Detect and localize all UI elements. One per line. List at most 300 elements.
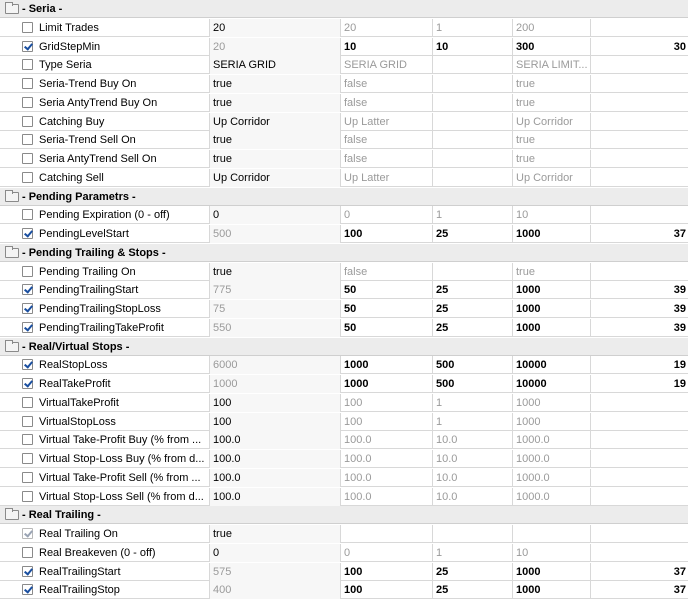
section-header[interactable] [0,244,688,262]
parameter-value[interactable] [210,56,341,74]
parameter-name-cell [0,525,210,543]
optimize-checkbox[interactable] [22,284,33,295]
parameter-name: RealTakeProfit [39,378,111,390]
optimize-checkbox[interactable] [22,228,33,239]
parameter-step[interactable] [433,75,513,93]
parameter-step[interactable] [433,94,513,112]
parameter-value[interactable] [210,469,341,487]
parameter-step[interactable] [433,394,513,412]
parameter-stop[interactable] [513,356,591,374]
optimize-checkbox[interactable] [22,322,33,333]
parameter-start-text: 100 [344,228,363,240]
parameter-stop[interactable] [513,281,591,299]
optimize-checkbox[interactable] [22,303,33,314]
parameter-step-text: 1 [436,209,443,222]
parameter-value[interactable] [210,394,341,412]
parameter-value[interactable] [210,206,341,224]
section-title: - Pending Trailing & Stops - [22,246,166,259]
parameter-name-cell [0,75,210,93]
optimize-checkbox[interactable] [22,172,33,183]
parameter-name: PendingTrailingTakeProfit [39,321,164,334]
optimize-checkbox[interactable] [22,97,33,108]
parameter-steps-count[interactable] [591,319,688,337]
parameter-step[interactable] [433,413,513,431]
parameter-row[interactable] [0,431,688,449]
parameter-steps-count[interactable] [591,431,688,449]
parameter-value-text: 550 [213,321,232,334]
parameter-value[interactable] [210,356,341,374]
optimize-checkbox[interactable] [22,547,33,558]
parameter-steps-count[interactable] [591,469,688,487]
parameter-steps-count[interactable] [591,544,688,562]
parameter-steps-count[interactable] [591,525,688,543]
parameter-stop[interactable] [513,169,591,187]
optimize-checkbox[interactable] [22,397,33,408]
parameter-step-text: 25 [436,284,449,297]
parameter-stop-text: 10000 [516,378,547,390]
parameter-stop[interactable] [513,206,591,224]
parameter-steps-count[interactable] [591,56,688,74]
parameter-stop-text: 1000 [516,584,541,597]
optimize-checkbox[interactable] [22,528,33,539]
optimize-checkbox[interactable] [22,153,33,164]
parameter-stop-text: 1000 [516,396,541,409]
parameter-stop-text: 1000.0 [516,434,550,447]
parameter-value-text: true [213,153,232,165]
parameter-value[interactable] [210,131,341,149]
parameter-step[interactable] [433,319,513,337]
parameter-name: Virtual Take-Profit Sell (% from ... [39,471,201,484]
parameter-start[interactable] [341,94,433,112]
parameter-start-text: 100.0 [344,490,372,503]
parameter-start[interactable] [341,131,433,149]
parameter-row[interactable] [0,300,688,318]
optimize-checkbox[interactable] [22,491,33,502]
parameter-step-text: 1 [436,546,443,559]
parameter-stop[interactable] [513,131,591,149]
section-title: - Real/Virtual Stops - [22,340,130,353]
parameter-stop[interactable] [513,525,591,543]
parameter-name-cell [0,488,210,506]
parameter-name: RealStopLoss [39,359,108,372]
parameter-step[interactable] [433,431,513,449]
parameter-start-text: false [344,265,368,278]
parameter-row[interactable] [0,281,688,299]
parameter-steps-count[interactable] [591,375,688,393]
parameter-name: GridStepMin [39,40,101,53]
parameter-start[interactable] [341,450,433,468]
section-title: - Seria - [22,3,63,15]
optimize-checkbox[interactable] [22,134,33,145]
parameter-row[interactable] [0,525,688,543]
parameter-name: Real Breakeven (0 - off) [39,546,156,559]
parameter-step[interactable] [433,150,513,168]
parameter-value[interactable] [210,225,341,243]
parameter-step-text: 500 [436,359,455,372]
parameter-name-cell [0,469,210,487]
parameter-name-cell [0,544,210,562]
parameter-stop[interactable] [513,450,591,468]
parameter-row[interactable] [0,113,688,131]
parameter-row[interactable] [0,75,688,93]
optimize-checkbox[interactable] [22,266,33,277]
parameter-name-cell [0,281,210,299]
parameter-row[interactable] [0,394,688,412]
parameter-start[interactable] [341,581,433,599]
folder-icon [5,4,19,14]
parameter-stop[interactable] [513,75,591,93]
parameter-row[interactable] [0,563,688,581]
parameter-name: VirtualTakeProfit [39,396,119,409]
section-header[interactable] [0,506,688,524]
parameter-name-cell [0,413,210,431]
parameter-start[interactable] [341,169,433,187]
parameter-value-text: 100.0 [213,471,241,484]
parameter-value[interactable] [210,113,341,131]
parameter-name-cell [0,581,210,599]
parameter-start[interactable] [341,300,433,318]
parameter-stop-text: 1000 [516,321,541,334]
parameter-steps-count-text: 19 [673,359,686,372]
parameter-step[interactable] [433,113,513,131]
optimize-checkbox[interactable] [22,378,33,389]
parameter-name-cell [0,113,210,131]
parameter-step[interactable] [433,19,513,37]
parameter-stop[interactable] [513,38,591,56]
optimize-checkbox[interactable] [22,472,33,483]
parameter-value-text: 75 [213,303,226,315]
parameter-start[interactable] [341,38,433,56]
parameter-start-text: 50 [344,303,357,315]
parameter-start[interactable] [341,150,433,168]
parameter-step-text: 25 [436,584,449,597]
parameter-stop[interactable] [513,469,591,487]
parameter-start[interactable] [341,375,433,393]
parameter-step[interactable] [433,563,513,581]
parameter-stop[interactable] [513,544,591,562]
parameter-step-text: 500 [436,378,455,390]
parameter-stop-text: 1000 [516,228,541,240]
optimize-checkbox[interactable] [22,453,33,464]
parameter-start-text: false [344,134,368,147]
parameter-start[interactable] [341,263,433,281]
parameter-steps-count[interactable] [591,75,688,93]
parameter-stop[interactable] [513,488,591,506]
parameter-stop-text: 1000 [516,565,541,578]
parameter-stop[interactable] [513,375,591,393]
parameter-name-cell [0,131,210,149]
parameter-value[interactable] [210,94,341,112]
parameter-name: PendingTrailingStopLoss [39,303,161,315]
parameter-value-text: 20 [213,21,226,34]
parameter-value[interactable] [210,413,341,431]
parameter-stop[interactable] [513,19,591,37]
parameter-name: Seria AntyTrend Buy On [39,96,158,109]
parameter-value[interactable] [210,300,341,318]
parameter-stop-text: 1000.0 [516,453,550,465]
parameter-name: Virtual Stop-Loss Sell (% from d... [39,490,204,503]
parameter-step[interactable] [433,544,513,562]
parameter-name-cell [0,38,210,56]
parameter-steps-count[interactable] [591,225,688,243]
optimize-checkbox[interactable] [22,434,33,445]
parameter-value[interactable] [210,544,341,562]
parameter-stop[interactable] [513,225,591,243]
parameter-name: Virtual Stop-Loss Buy (% from d... [39,453,205,465]
parameter-steps-count[interactable] [591,300,688,318]
parameter-value[interactable] [210,169,341,187]
parameter-value-text: SERIA GRID [213,59,276,72]
parameter-start-text: 10 [344,40,357,53]
parameter-step-text: 10.0 [436,471,458,484]
optimize-checkbox[interactable] [22,584,33,595]
parameter-step[interactable] [433,169,513,187]
parameter-steps-count[interactable] [591,394,688,412]
parameter-name-cell [0,375,210,393]
optimize-checkbox[interactable] [22,41,33,52]
parameter-row[interactable] [0,169,688,187]
parameter-start-text: 1000 [344,378,369,390]
section-title: - Pending Parametrs - [22,190,136,203]
parameter-steps-count[interactable] [591,206,688,224]
optimize-checkbox[interactable] [22,359,33,370]
parameter-value-text: 100 [213,415,232,428]
parameter-steps-count-text: 37 [673,565,686,578]
parameter-step[interactable] [433,356,513,374]
parameter-stop-text: 300 [516,40,535,53]
parameter-start[interactable] [341,469,433,487]
parameter-start[interactable] [341,225,433,243]
parameter-value[interactable] [210,488,341,506]
parameter-start[interactable] [341,56,433,74]
parameter-step[interactable] [433,281,513,299]
parameter-name-cell [0,56,210,74]
parameter-value-text: 100.0 [213,453,241,465]
parameter-start-text: false [344,96,368,109]
parameter-value-text: true [213,265,232,278]
parameter-step-text: 10.0 [436,453,458,465]
parameter-start[interactable] [341,356,433,374]
parameter-stop-text: 1000 [516,284,541,297]
parameter-start[interactable] [341,75,433,93]
optimize-checkbox[interactable] [22,78,33,89]
parameter-start[interactable] [341,19,433,37]
parameter-start-text: 0 [344,546,351,559]
parameter-steps-count-text: 37 [673,228,686,240]
parameter-value[interactable] [210,75,341,93]
parameter-stop[interactable] [513,431,591,449]
parameter-steps-count[interactable] [591,281,688,299]
section-title: - Real Trailing - [22,509,101,522]
parameter-value[interactable] [210,38,341,56]
parameter-steps-count[interactable] [591,38,688,56]
parameter-value-text: Up Corridor [213,115,270,128]
parameter-steps-count[interactable] [591,150,688,168]
parameter-stop[interactable] [513,563,591,581]
parameter-row[interactable] [0,413,688,431]
optimize-checkbox[interactable] [22,566,33,577]
parameter-step[interactable] [433,300,513,318]
parameter-start-text: SERIA GRID [344,59,407,72]
parameter-row[interactable] [0,544,688,562]
parameter-steps-count[interactable] [591,581,688,599]
folder-icon [5,342,19,352]
parameter-stop[interactable] [513,581,591,599]
parameter-row[interactable] [0,263,688,281]
parameter-step[interactable] [433,375,513,393]
parameter-value[interactable] [210,375,341,393]
parameter-row[interactable] [0,225,688,243]
optimize-checkbox[interactable] [22,59,33,70]
parameter-value-text: true [213,96,232,109]
parameter-row[interactable] [0,319,688,337]
parameter-start-text: 100.0 [344,453,372,465]
parameter-stop[interactable] [513,413,591,431]
parameter-step[interactable] [433,525,513,543]
parameter-step[interactable] [433,469,513,487]
parameter-start-text: false [344,78,368,90]
parameter-row[interactable] [0,206,688,224]
parameter-value-text: 20 [213,40,226,53]
parameter-step[interactable] [433,581,513,599]
parameter-stop[interactable] [513,394,591,412]
parameter-start[interactable] [341,413,433,431]
folder-icon [5,192,19,202]
parameter-name-cell [0,206,210,224]
parameter-steps-count[interactable] [591,450,688,468]
parameter-step[interactable] [433,206,513,224]
optimize-checkbox[interactable] [22,209,33,220]
parameter-row[interactable] [0,356,688,374]
parameter-row[interactable] [0,469,688,487]
parameter-name: Limit Trades [39,21,99,34]
parameter-value[interactable] [210,450,341,468]
parameter-steps-count[interactable] [591,356,688,374]
parameter-stop[interactable] [513,56,591,74]
parameter-name-cell [0,94,210,112]
parameter-value[interactable] [210,431,341,449]
parameter-steps-count[interactable] [591,113,688,131]
parameter-stop[interactable] [513,300,591,318]
parameter-steps-count[interactable] [591,263,688,281]
parameter-stop-text: true [516,134,535,147]
parameter-start[interactable] [341,431,433,449]
parameter-steps-count[interactable] [591,413,688,431]
parameter-value-text: 0 [213,546,220,559]
parameter-row[interactable] [0,19,688,37]
parameter-row[interactable] [0,375,688,393]
parameter-value[interactable] [210,319,341,337]
optimize-checkbox[interactable] [22,22,33,33]
parameter-steps-count[interactable] [591,169,688,187]
parameter-start-text: 100.0 [344,471,372,484]
parameter-start-text: false [344,153,368,165]
parameter-steps-count[interactable] [591,563,688,581]
section-header[interactable] [0,0,688,18]
parameter-start[interactable] [341,544,433,562]
parameter-step[interactable] [433,450,513,468]
parameter-row[interactable] [0,581,688,599]
parameter-step[interactable] [433,225,513,243]
parameter-step-text: 25 [436,321,449,334]
section-header[interactable] [0,338,688,356]
parameter-start[interactable] [341,281,433,299]
parameter-start[interactable] [341,525,433,543]
parameter-start-text: Up Latter [344,115,390,128]
parameter-step-text: 25 [436,303,449,315]
section-header[interactable] [0,188,688,206]
optimize-checkbox[interactable] [22,416,33,427]
parameter-stop-text: SERIA LIMIT... [516,59,588,72]
parameter-start[interactable] [341,206,433,224]
parameter-name-cell [0,169,210,187]
parameter-value[interactable] [210,525,341,543]
parameter-row[interactable] [0,150,688,168]
parameter-start-text: 100.0 [344,434,372,447]
parameter-steps-count-text: 39 [673,284,686,297]
parameter-start[interactable] [341,113,433,131]
parameter-start[interactable] [341,394,433,412]
folder-icon [5,510,19,520]
parameter-step[interactable] [433,488,513,506]
parameter-step[interactable] [433,38,513,56]
parameter-step-text: 10.0 [436,434,458,447]
parameter-stop-text: 1000.0 [516,471,550,484]
parameter-steps-count[interactable] [591,488,688,506]
parameter-start[interactable] [341,563,433,581]
parameter-stop[interactable] [513,263,591,281]
parameter-start[interactable] [341,319,433,337]
parameter-stop[interactable] [513,113,591,131]
parameter-value[interactable] [210,581,341,599]
parameter-value-text: true [213,78,232,90]
parameter-value[interactable] [210,19,341,37]
parameter-step-text: 10.0 [436,490,458,503]
parameter-name-cell [0,319,210,337]
optimize-checkbox[interactable] [22,116,33,127]
parameter-start[interactable] [341,488,433,506]
parameter-value-text: 100 [213,396,232,409]
parameter-stop[interactable] [513,94,591,112]
parameter-stop[interactable] [513,319,591,337]
parameter-stop[interactable] [513,150,591,168]
parameter-value[interactable] [210,150,341,168]
parameter-steps-count-text: 19 [673,378,686,390]
parameter-value-text: Up Corridor [213,171,270,184]
parameter-step-text: 25 [436,565,449,578]
parameter-name: RealTrailingStop [39,584,120,597]
parameter-value[interactable] [210,563,341,581]
parameter-row[interactable] [0,94,688,112]
parameter-stop-text: true [516,153,535,165]
parameter-row[interactable] [0,38,688,56]
parameter-value-text: 100.0 [213,434,241,447]
parameter-row[interactable] [0,488,688,506]
parameter-step[interactable] [433,56,513,74]
parameter-step[interactable] [433,263,513,281]
parameter-name: RealTrailingStart [39,565,121,578]
parameter-step[interactable] [433,131,513,149]
parameter-row[interactable] [0,131,688,149]
parameter-row[interactable] [0,450,688,468]
parameter-steps-count[interactable] [591,94,688,112]
parameter-value[interactable] [210,281,341,299]
parameter-row[interactable] [0,56,688,74]
parameter-stop-text: 200 [516,21,535,34]
parameter-steps-count[interactable] [591,19,688,37]
parameter-value[interactable] [210,263,341,281]
parameter-steps-count[interactable] [591,131,688,149]
